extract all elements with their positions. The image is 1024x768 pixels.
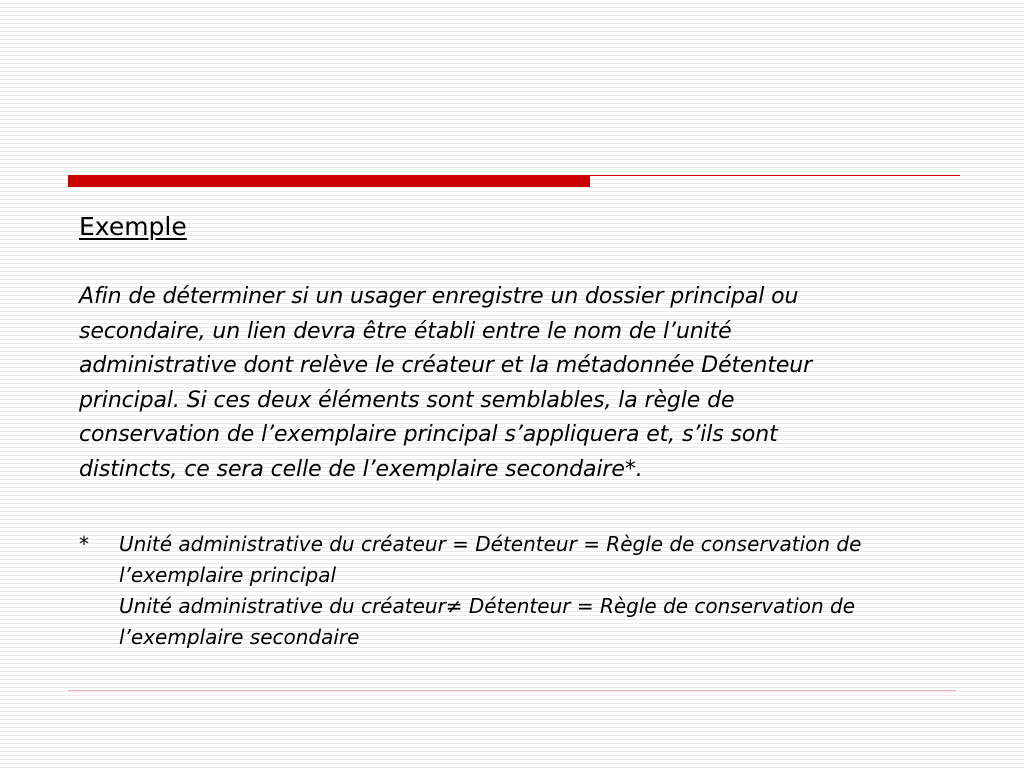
footnote-body (119, 529, 861, 653)
paragraph-line: conservation de l’exemplaire principal s’appliquera et, s’ils sont (79, 422, 778, 447)
paragraph-line: secondaire, un lien devra être établi entre le nom de l’unité (79, 318, 732, 344)
bottom-divider (68, 690, 956, 691)
footnote-line: l’exemplaire principal (119, 563, 337, 587)
paragraph-line: administrative dont relève le créateur et la métadonnée Détenteur (79, 353, 813, 378)
paragraph-line: principal. Si ces deux éléments sont semblables, la règle de (79, 387, 735, 413)
slide-content (79, 210, 979, 487)
paragraph-line: distincts, ce sera celle de l’exemplaire secondaire*. (79, 456, 643, 482)
title-accent-line (590, 175, 960, 176)
footnote-row (79, 529, 979, 653)
main-paragraph (79, 280, 969, 487)
footnote-line: Unité administrative du créateur≠ Détenteur = Règle de conservation de (119, 594, 856, 618)
paragraph-line: Afin de déterminer si un usager enregistre un dossier principal ou (79, 284, 799, 309)
footnote-marker: * (79, 532, 89, 556)
footnote-line: Unité administrative du créateur = Détenteur = Règle de conservation de (119, 532, 862, 556)
title-accent-bar (68, 175, 590, 187)
footnote (79, 529, 979, 653)
slide-heading: Exemple (79, 212, 187, 241)
footnote-line: l’exemplaire secondaire (119, 625, 360, 649)
